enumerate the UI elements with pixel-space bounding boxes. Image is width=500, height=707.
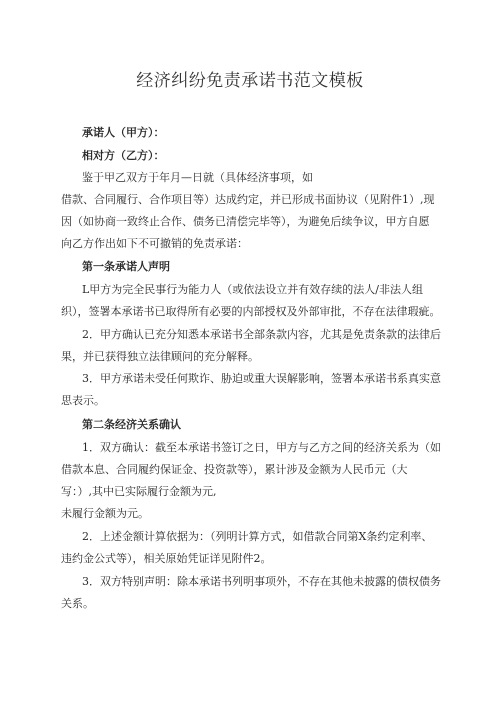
- clause-line: 违约金公式等），相关原始凭证详见附件2。: [61, 552, 272, 565]
- clause-line: 果，并已获得独立法律顾问的充分解释。: [61, 350, 259, 363]
- section-heading: 第一条承诺人声明: [82, 260, 170, 273]
- preamble-line: 因（如协商一致终止合作、债务已清偿完毕等），为避免后续争议，甲方自愿: [61, 215, 430, 228]
- clause-line: 织），签署本承诺书已取得所有必要的内部授权及外部审批，不存在法律瑕疵。: [61, 305, 441, 318]
- clause-line: 1．双方确认：截至本承诺书签订之日，甲方与乙方之间的经济关系为（如: [82, 441, 441, 454]
- clause-line: 关系。: [61, 597, 94, 610]
- promisor-label: 承诺人（甲方）：: [82, 126, 165, 139]
- clause-line: L甲方为完全民事行为能力人（或依法设立并有效存续的法人/非法人组: [82, 283, 424, 296]
- clause-line: 借款本息、合同履约保证金、投资款等），累计涉及金额为人民币元（大: [61, 463, 408, 476]
- clause-line: 写：）,其中已实际履行金额为元,: [61, 485, 217, 498]
- preamble-line: 向乙方作出如下不可撤销的免责承诺：: [61, 237, 248, 250]
- clause-line: 2．甲方确认已充分知悉本承诺书全部条款内容，尤其是免责条款的法律后: [82, 328, 441, 341]
- clause-line: 3．双方特别声明：除本承诺书列明事项外，不存在其他未披露的债权债务: [82, 575, 441, 588]
- clause-line: 2．上述金额计算依据为：（列明计算方式，如借款合同第X条约定利率、: [82, 530, 433, 543]
- section-heading: 第二条经济关系确认: [82, 418, 181, 431]
- document-title: 经济纠纷免责承诺书范文模板: [136, 71, 364, 91]
- preamble-line: 借款、合同履行、合作项目等）达成约定，并已形成书面协议（见附件1）,现: [61, 193, 435, 206]
- clause-line: 思表示。: [61, 394, 105, 407]
- clause-line: 3．甲方承诺未受任何欺诈、胁迫或重大误解影响，签署本承诺书系真实意: [82, 372, 441, 385]
- clause-line: 未履行金额为元。: [61, 507, 149, 520]
- counterparty-label: 相对方（乙方）：: [82, 149, 165, 162]
- preamble-line: 鉴于甲乙双方于年月—日就（具体经济事项，如: [82, 171, 313, 184]
